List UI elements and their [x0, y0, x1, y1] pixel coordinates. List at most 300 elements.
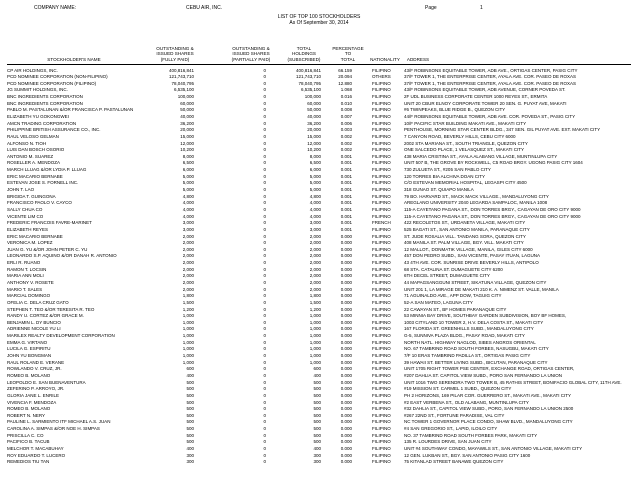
address: 68 STA. CATALINA ST. DUMAGUETE CITY 6200	[404, 266, 503, 272]
nationality: FILIPINO	[372, 153, 391, 159]
partial-shares: 0	[263, 279, 266, 285]
table-row	[0, 214, 638, 221]
partial-shares: 0	[263, 133, 266, 139]
issued-shares: 1,000	[182, 339, 194, 345]
table-row	[0, 433, 638, 440]
issued-shares: 4,000	[182, 213, 194, 219]
table-row	[0, 320, 638, 327]
address: 2F UDL BUSINESS CORPORATE CENTER 1000 REYES ST., ERMITA	[404, 94, 548, 100]
nationality: FILIPINO	[372, 459, 391, 465]
issued-shares: 400	[186, 445, 194, 451]
address: 408 MANILA ST. PALM VILLAGE, BGY. VILL. MAKATI CITY	[404, 240, 524, 246]
address: 12 MALLOT., DONMATIK VILLAGE, MANILA, GILES CITY 6000	[404, 246, 533, 252]
partial-shares: 0	[263, 406, 266, 412]
nationality: FILIPINO	[372, 206, 391, 212]
percentage: 1.068	[340, 87, 352, 93]
address: 422 RECOLETOS ST., URDANETA VILLAGE, MAKATI CITY	[404, 220, 526, 226]
stockholder-name: BNC INGREDIENTS CORPORATION	[7, 94, 83, 100]
nationality: FILIPINO	[372, 140, 391, 146]
total-holdings: 1,500	[309, 299, 321, 305]
address: #4 SAN GREGORIO ST., LAPID, ILOILO CITY	[404, 426, 498, 432]
percentage: 0.000	[340, 379, 352, 385]
issued-shares: 50,000	[180, 107, 194, 113]
partial-shares: 0	[263, 273, 266, 279]
table-row	[0, 326, 638, 333]
issued-shares: 400	[186, 372, 194, 378]
issued-shares: 500	[186, 392, 194, 398]
issued-shares: 500	[186, 412, 194, 418]
nationality: FILIPINO	[372, 379, 391, 385]
nationality: FILIPINO	[372, 160, 391, 166]
stockholder-name: VIVENCIA F. MENDOZA	[7, 399, 57, 405]
nationality: FILIPINO	[372, 306, 391, 312]
total-holdings: 500	[313, 379, 321, 385]
total-holdings: 6,000	[309, 167, 321, 173]
nationality: FILIPINO	[372, 94, 391, 100]
percentage: 0.001	[340, 160, 352, 166]
percentage: 0.010	[340, 100, 352, 106]
table-row	[0, 346, 638, 353]
partial-shares: 0	[263, 187, 266, 193]
percentage: 0.006	[340, 120, 352, 126]
stockholder-name: ROBERT N. NERY	[7, 412, 46, 418]
partial-shares: 0	[263, 240, 266, 246]
percentage: 0.003	[340, 127, 352, 133]
percentage: 0.000	[340, 445, 352, 451]
table-row	[0, 134, 638, 141]
issued-shares: 4,000	[182, 206, 194, 212]
total-holdings: 400	[313, 372, 321, 378]
total-holdings: 500	[313, 392, 321, 398]
total-holdings: 8,000	[309, 153, 321, 159]
address: NO. 37 TAMBRIND ROAD SOUTH FORBES PARK, MAKATI CITY	[404, 432, 538, 438]
partial-shares: 0	[263, 246, 266, 252]
nationality: FILIPINO	[372, 107, 391, 113]
percentage: 0.001	[340, 193, 352, 199]
table-row	[0, 107, 638, 114]
nationality: FILIPINO	[372, 346, 391, 352]
address: NC TOWER 1 GOVERNOR PLACE CONDO, SHAW BLVD., MANDALUYONG CITY	[404, 419, 573, 425]
address: 6TH DECEL STREET, DUMAGUETE CITY	[404, 273, 490, 279]
percentage: 0.000	[340, 319, 352, 325]
address: #207 DAHLIA ST. CAPITOL VIEW SUBD., PORO SAN FERNANDO LA UNION	[404, 372, 563, 378]
partial-shares: 0	[263, 266, 266, 272]
table-row	[0, 267, 638, 274]
percentage: 0.001	[340, 206, 352, 212]
issued-shares: 500	[186, 406, 194, 412]
table-row	[0, 227, 638, 234]
stockholder-name: VERONICA M. LOPEZ	[7, 240, 53, 246]
issued-shares: 2,000	[182, 240, 194, 246]
total-holdings: 3,000	[309, 220, 321, 226]
company-name: CEBU AIR, INC.	[186, 5, 223, 11]
percentage: 0.000	[340, 326, 352, 332]
table-row	[0, 234, 638, 241]
percentage: 0.000	[340, 253, 352, 259]
table-row	[0, 313, 638, 320]
nationality: FILIPINO	[372, 113, 391, 119]
total-holdings: 500	[313, 439, 321, 445]
address: PENTHOUSE, MORNING STAR CENTER BLDG., 347 SEN. GIL PUYAT AVE. EXT. MAKATI CITY	[404, 127, 601, 133]
table-row	[0, 273, 638, 280]
total-holdings: 1,000	[309, 339, 321, 345]
percentage: 0.000	[340, 273, 352, 279]
address: 167 FLORIDA ST. GREENHILLS SUBD., MANDALUYONG CITY	[404, 326, 534, 332]
address: 135 R. LOURDES DRIVE, SAN JUAN CITY	[404, 439, 492, 445]
total-holdings: 10,200	[307, 147, 321, 153]
table-row	[0, 353, 638, 360]
stockholder-name: JOHN YU BONGMAN	[7, 353, 52, 359]
total-holdings: 2,000	[309, 233, 321, 239]
nationality: FILIPINO	[372, 399, 391, 405]
percentage: 0.000	[340, 392, 352, 398]
total-holdings: 2,000	[309, 246, 321, 252]
issued-shares: 2,000	[182, 233, 194, 239]
stockholder-name: ELIZABETH REYES	[7, 226, 49, 232]
address: #32 DAHLIA ST., CAPITOL VIEW SUBD., PORO, SAN FERNANDO LA UNION 2500	[404, 406, 574, 412]
total-holdings: 300	[313, 459, 321, 465]
page-number: 1	[480, 5, 483, 11]
stockholder-name: RANDY U. CORTEZ &/OR GRACE M.	[7, 313, 84, 319]
total-holdings: 500	[313, 399, 321, 405]
stockholder-name: MARCIAL DOMINGO	[7, 293, 51, 299]
address: #2 EAST VERBENA ST., OLD ALABANG, MUNTINLUPA CITY	[404, 399, 529, 405]
nationality: FILIPINO	[372, 213, 391, 219]
issued-shares: 36,200	[180, 120, 194, 126]
percentage: 0.002	[340, 147, 352, 153]
address: G-5, SUNNIVA PLAZA BLDG., PASAY ROAD, MAKATI CITY	[404, 333, 525, 339]
address: #267 22ND ST., FORTUNE PARADISE, VAL CITY	[404, 412, 505, 418]
issued-shares: 500	[186, 439, 194, 445]
table-row	[0, 187, 638, 194]
partial-shares: 0	[263, 286, 266, 292]
address: UNIT 1016 TWO SERENDRA TWO TOWER B, 45 RATHIS STREET, BONIFACIO GLOBAL CITY, 11TH AVE.	[404, 379, 622, 385]
nationality: OTHERS	[372, 74, 391, 80]
issued-shares: 600	[186, 366, 194, 372]
stockholder-name: ANTONIO M. SUAREZ	[7, 153, 54, 159]
total-holdings: 4,000	[309, 213, 321, 219]
col-header-total: TOTAL HOLDINGS (SUBSCRIBED)	[287, 46, 321, 62]
table-row	[0, 147, 638, 154]
issued-shares: 500	[186, 386, 194, 392]
col-header-address: ADDRESS	[406, 57, 430, 62]
table-row	[0, 287, 638, 294]
partial-shares: 0	[263, 426, 266, 432]
total-holdings: 20,000	[307, 127, 321, 133]
table-row	[0, 340, 638, 347]
stockholder-name: LUIS DAN BOSCH OSORIO	[7, 147, 65, 153]
partial-shares: 0	[263, 213, 266, 219]
nationality: FILIPINO	[372, 426, 391, 432]
issued-shares: 2,000	[182, 266, 194, 272]
address: UNIT 201 1, LA MIRAGE DE MAKATI 210 K. A. NIMENZ ST. VALLE, MANILA	[404, 286, 559, 292]
table-row	[0, 240, 638, 247]
stockholder-name: STEPHEN T. TEO &/OR TERESITA R. TEO	[7, 306, 95, 312]
stockholder-name: PRISCILLA C. CO	[7, 432, 44, 438]
partial-shares: 0	[263, 80, 266, 86]
address: 525 BAGATI ST., SAN ANTONIO MANILA, PARANAQUE CITY	[404, 226, 530, 232]
partial-shares: 0	[263, 313, 266, 319]
address: 75 KITANLAD STREET BANAWE QUEZON CITY	[404, 459, 504, 465]
nationality: FILIPINO	[372, 100, 391, 106]
table-row	[0, 307, 638, 314]
nationality: FILIPINO	[372, 240, 391, 246]
issued-shares: 4,000	[182, 200, 194, 206]
issued-shares: 500	[186, 426, 194, 432]
nationality: FILIPINO	[372, 326, 391, 332]
percentage: 0.001	[340, 180, 352, 186]
nationality: FILIPINO	[372, 246, 391, 252]
total-holdings: 1,000	[309, 313, 321, 319]
partial-shares: 0	[263, 359, 266, 365]
table-row	[0, 393, 638, 400]
issued-shares: 1,000	[182, 353, 194, 359]
nationality: FILIPINO	[372, 339, 391, 345]
stockholder-name: LEONARDO S.P. AQUINO &/OR DANAH R. ANTONIO	[7, 253, 117, 259]
percentage: 12.880	[338, 80, 352, 86]
issued-shares: 6,500	[182, 160, 194, 166]
nationality: FILIPINO	[372, 353, 391, 359]
stockholder-name: JG SUMMIT HOLDINGS, INC.	[7, 87, 68, 93]
percentage: 0.000	[340, 246, 352, 252]
partial-shares: 0	[263, 372, 266, 378]
address: 37/F TOWER 1, THE ENTERPRISE CENTER, AYALA AVE. COR. PASEO DE ROXAS	[404, 74, 576, 80]
table-row	[0, 74, 638, 81]
address: #6 TWINPEAKS, BLUE RIDGE B., QUEZON CITY	[404, 107, 506, 113]
total-holdings: 2,000	[309, 286, 321, 292]
table-row	[0, 426, 638, 433]
total-holdings: 4,800	[309, 193, 321, 199]
partial-shares: 0	[263, 233, 266, 239]
company-name-label: COMPANY NAME:	[34, 5, 77, 11]
stockholder-name: AMCN TRADING CORPORATION	[7, 120, 77, 126]
nationality: FILIPINO	[372, 173, 391, 179]
table-row	[0, 247, 638, 254]
address: #19 MISSION ST. CARMEL 1 SUBD., QUEZON CITY	[404, 386, 512, 392]
address: 52-A SAN MATEO, LAGUNA CITY	[404, 299, 473, 305]
nationality: FILIPINO	[372, 260, 391, 266]
percentage: 0.000	[340, 266, 352, 272]
issued-shares: 4,800	[182, 193, 194, 199]
percentage: 0.000	[340, 459, 352, 465]
percentage: 0.001	[340, 173, 352, 179]
nationality: FILIPINO	[372, 127, 391, 133]
partial-shares: 0	[263, 326, 266, 332]
nationality: FILIPINO	[372, 80, 391, 86]
nationality: FILIPINO	[372, 313, 391, 319]
table-row	[0, 114, 638, 121]
stockholder-name: MELCHOR T. MACABUHAY	[7, 445, 64, 451]
nationality: FILIPINO	[372, 133, 391, 139]
percentage: 0.000	[340, 439, 352, 445]
partial-shares: 0	[263, 452, 266, 458]
stockholder-name: ROY EDUARDO T. LUCERO	[7, 452, 66, 458]
table-row	[0, 200, 638, 207]
partial-shares: 0	[263, 67, 266, 73]
partial-shares: 0	[263, 339, 266, 345]
issued-shares: 2,000	[182, 273, 194, 279]
nationality: FILIPINO	[372, 419, 391, 425]
percentage: 0.000	[340, 299, 352, 305]
total-holdings: 78,040,795	[298, 80, 321, 86]
issued-shares: 1,000	[182, 319, 194, 325]
percentage: 0.007	[340, 113, 352, 119]
address: 44/F ROBINSONS EQUITABLE TOWER, ADB AVE. COR. POVEDA ST., PASIG CITY	[404, 113, 576, 119]
percentage: 0.000	[340, 372, 352, 378]
partial-shares: 0	[263, 206, 266, 212]
issued-shares: 60,000	[180, 100, 194, 106]
partial-shares: 0	[263, 366, 266, 372]
address: 457 DON PEDRO SUBD., SAN VICENTE, PASAY ITUAN, LAGUNA	[404, 253, 541, 259]
total-holdings: 500	[313, 412, 321, 418]
percentage: 0.000	[340, 412, 352, 418]
nationality: FILIPINO	[372, 392, 391, 398]
stockholder-name: ERLI R. RUANO	[7, 260, 41, 266]
issued-shares: 40,000	[180, 113, 194, 119]
stockholder-name: PABLO M. PASTALUNAN &/OR FRANCISCA P. PASTALUNAN	[7, 107, 134, 113]
percentage: 0.000	[340, 339, 352, 345]
table-row	[0, 453, 638, 460]
issued-shares: 500	[186, 379, 194, 385]
issued-shares: 3,000	[182, 226, 194, 232]
total-holdings: 400	[313, 445, 321, 451]
stockholder-name: FREDERIC FRANCOIS FAVRE-MARINET	[7, 220, 92, 226]
address: 44 MAPAGSANGGUNI STREET, SIKATUNA VILLAGE, QUEZON CITY	[404, 279, 547, 285]
issued-shares: 400,816,841	[168, 67, 194, 73]
percentage: 0.002	[340, 140, 352, 146]
issued-shares: 20,000	[180, 127, 194, 133]
table-row	[0, 174, 638, 181]
partial-shares: 0	[263, 87, 266, 93]
percentage: 0.000	[340, 419, 352, 425]
address: 10/F PACIFIC STAR BUILDING MAKATI AVE., MAKATI CITY	[404, 120, 527, 126]
percentage: 0.000	[340, 386, 352, 392]
partial-shares: 0	[263, 399, 266, 405]
table-row	[0, 160, 638, 167]
nationality: FILIPINO	[372, 386, 391, 392]
nationality: FILIPINO	[372, 319, 391, 325]
partial-shares: 0	[263, 459, 266, 465]
nationality: FILIPINO	[372, 293, 391, 299]
table-row	[0, 180, 638, 187]
issued-shares: 78,040,795	[171, 80, 194, 86]
table-row	[0, 366, 638, 373]
address: 37/F TOWER 1, THE ENTERPRISE CENTER, AYALA AVE. COR. PASEO DE ROXAS	[404, 80, 576, 86]
address: 79 BO. HARVARD ST., MACK MACK VILLAGE., MANDALUYONG CITY	[404, 193, 549, 199]
nationality: FILIPINO	[372, 226, 391, 232]
percentage: 0.000	[340, 432, 352, 438]
nationality: FILIPINO	[372, 439, 391, 445]
issued-shares: 300	[186, 459, 194, 465]
partial-shares: 0	[263, 147, 266, 153]
partial-shares: 0	[263, 127, 266, 133]
address: 43/F ROBINSONS EQUITABLE TOWER, ADB AVE., ORTIGAS CENTER, PASIG CITY	[404, 67, 578, 73]
address: C/O ESTEVAN MEMORIAL HOSPITAL, LEGASPI CITY 4500	[404, 180, 527, 186]
stockholder-name: MARCH LLUAG &/OR LYDIA P. LLUAG	[7, 167, 87, 173]
total-holdings: 2,000	[309, 253, 321, 259]
issued-shares: 500	[186, 419, 194, 425]
address: UNIT 1705 RIGHT TOWER PSE CENTER, EXCHANGE ROAD, ORTIGAS CENTER,	[404, 366, 575, 372]
partial-shares: 0	[263, 386, 266, 392]
total-holdings: 60,000	[307, 100, 321, 106]
table-row	[0, 419, 638, 426]
address: 7/F 10 ERAS TAMBRIND PADILLA ST., ORTIGAS PASIG CITY	[404, 353, 531, 359]
address: NO. 67 TAMBRIND ROAD SOUTH FORBES, NASUGBU, MAKATI CITY	[404, 346, 549, 352]
table-row	[0, 400, 638, 407]
address: 39 HAWAII ST. BETTER LIVING SUBD., BICUTAN, PARANAQUE CITY	[404, 359, 548, 365]
total-holdings: 6,535,100	[300, 87, 321, 93]
nationality: FILIPINO	[372, 253, 391, 259]
total-holdings: 1,000	[309, 359, 321, 365]
percentage: 0.000	[340, 406, 352, 412]
table-row	[0, 293, 638, 300]
stockholder-name: RAUL ROLAND E. VERANE	[7, 359, 65, 365]
table-row	[0, 446, 638, 453]
percentage: 0.001	[340, 187, 352, 193]
total-holdings: 1,000	[309, 319, 321, 325]
stockholder-name: BENJAMIN L. DY BUNCIO	[7, 319, 61, 325]
percentage: 0.001	[340, 167, 352, 173]
address: UNIT #4 SOUTHWAY CONDO, MAYAWILS ST., SAN ANTONIO VILLAGE, MAKATI CITY	[404, 445, 583, 451]
partial-shares: 0	[263, 346, 266, 352]
partial-shares: 0	[263, 173, 266, 179]
stockholder-name: ADRIENNE NICOLE YU LI	[7, 326, 61, 332]
stockholder-name: OFELIA C. DELA CRUZ GATO	[7, 299, 69, 305]
address: ONE SALCEDO PLACE, 1 VELASQUEZ ST., MAKATI CITY	[404, 147, 524, 153]
nationality: FILIPINO	[372, 180, 391, 186]
percentage: 0.000	[340, 293, 352, 299]
address: AREGLANO UNIVERSITY 2040 LEGARDA SAMPALOC, MANILA 1008	[404, 200, 548, 206]
address: 2002 STA MARIANA ST., SOUTH TRIANGLE, QUEZON CITY	[404, 140, 528, 146]
stockholder-name: RAUL VELOSO GELMAN	[7, 133, 59, 139]
total-holdings: 6,500	[309, 160, 321, 166]
address: 71 AGUINALDO AVE., APP DOW, TAGUIG CITY	[404, 293, 502, 299]
issued-shares: 8,000	[182, 153, 194, 159]
total-holdings: 1,800	[309, 293, 321, 299]
partial-shares: 0	[263, 107, 266, 113]
percentage: 0.000	[340, 426, 352, 432]
table-row	[0, 386, 638, 393]
table-row	[0, 87, 638, 94]
issued-shares: 12,000	[180, 140, 194, 146]
nationality: FILIPINO	[372, 279, 391, 285]
percentage: 0.000	[340, 359, 352, 365]
partial-shares: 0	[263, 100, 266, 106]
table-row	[0, 94, 638, 101]
stockholder-name: MARIO T. SALES	[7, 286, 43, 292]
total-holdings: 12,000	[307, 140, 321, 146]
stockholder-name: ROSELLER A. MENDOZA	[7, 160, 61, 166]
table-row	[0, 280, 638, 287]
partial-shares: 0	[263, 392, 266, 398]
table-row	[0, 127, 638, 134]
table-row	[0, 68, 638, 75]
nationality: FILIPINO	[372, 452, 391, 458]
total-holdings: 2,000	[309, 260, 321, 266]
total-holdings: 2,000	[309, 279, 321, 285]
total-holdings: 500	[313, 386, 321, 392]
stockholder-name: BRIGIDA T. GUINGONA	[7, 193, 56, 199]
stockholder-name: CAROLINA A. SIMPAS &/OR NOE H. SIMPAS	[7, 426, 100, 432]
total-holdings: 36,200	[307, 120, 321, 126]
partial-shares: 0	[263, 379, 266, 385]
table-row	[0, 360, 638, 367]
total-holdings: 15,000	[307, 133, 321, 139]
issued-shares: 1,500	[182, 299, 194, 305]
partial-shares: 0	[263, 220, 266, 226]
stockholder-name: ERIC MACARIO BERNABE	[7, 173, 63, 179]
table-row	[0, 253, 638, 260]
